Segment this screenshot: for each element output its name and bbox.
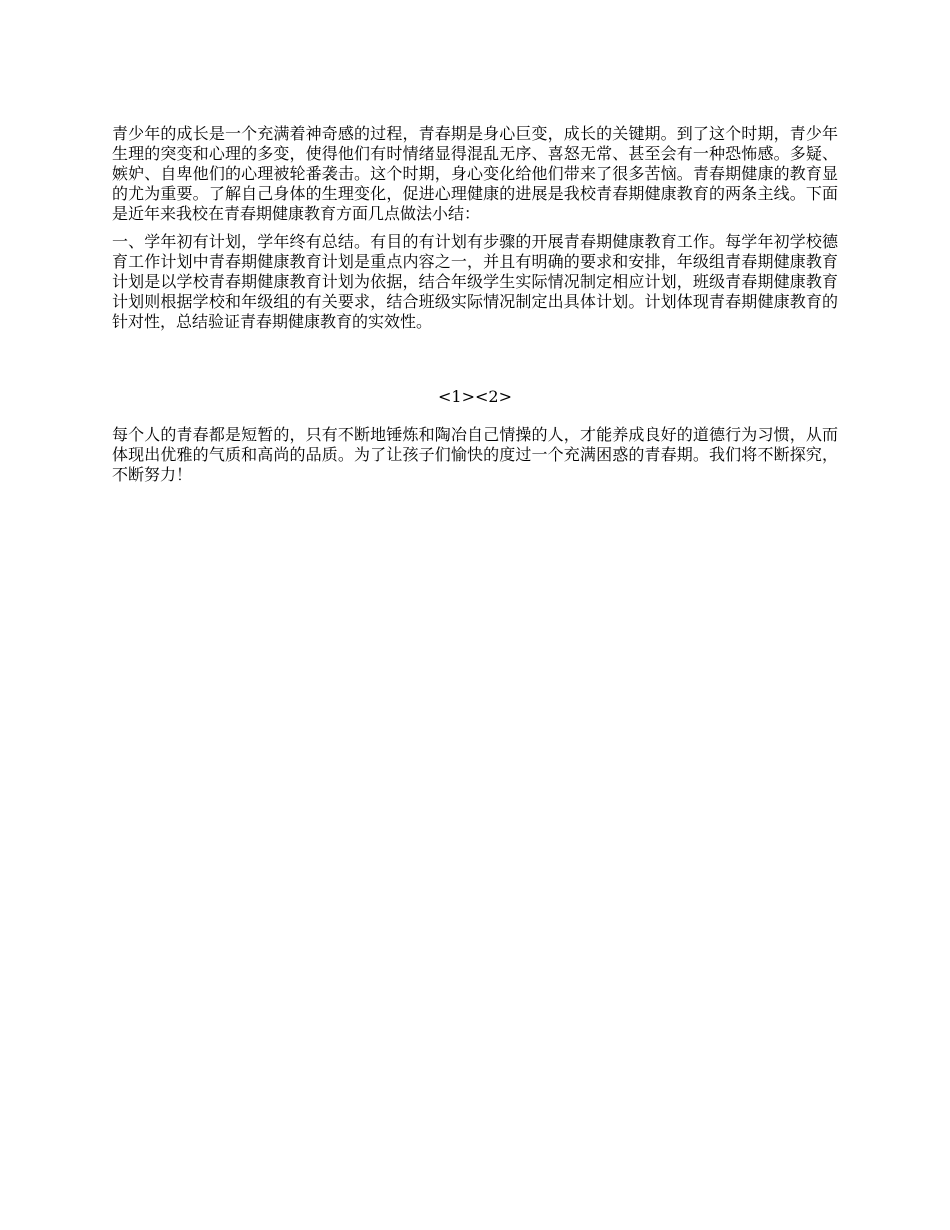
document-page xyxy=(112,124,838,485)
page-navigation[interactable]: <1><2> xyxy=(438,387,512,406)
paragraph-intro: 青少年的成长是一个充满着神奇感的过程，青春期是身心巨变，成长的关键期。到了这个时期，青少年生理的突变和心理的多变，使得他们有时情绪显得混乱无序、喜怒无常、甚至会有一种恐怖感。多疑、嫉妒、自卑他们的心理被轮番袭击。这个时期，身心变化给他们带来了很多苦恼。青春期健康的教育显的尤为重要。了解自己身体的生理变化，促进心理健康的进展是我校青春期健康教育的两条主线。下面是近年来我校在青春期健康教育方面几点做法小结： xyxy=(112,124,838,223)
paragraph-conclusion: 每个人的青春都是短暂的，只有不断地锤炼和陶冶自己情操的人，才能养成良好的道德行为习惯，从而体现出优雅的气质和高尚的品质。为了让孩子们愉快的度过一个充满困惑的青春期。我们将不断探究，不断努力！ xyxy=(112,425,838,484)
paragraph-plan: 一、学年初有计划，学年终有总结。有目的有计划有步骤的开展青春期健康教育工作。每学年初学校德育工作计划中青春期健康教育计划是重点内容之一，并且有明确的要求和安排，年级组青春期健康教育计划是以学校青春期健康教育计划为依据，结合年级学生实际情况制定相应计划，班级青春期健康教育计划则根据学校和年级组的有关要求，结合班级实际情况制定出具体计划。计划体现青春期健康教育的针对性，总结验证青春期健康教育的实效性。 xyxy=(112,232,838,331)
